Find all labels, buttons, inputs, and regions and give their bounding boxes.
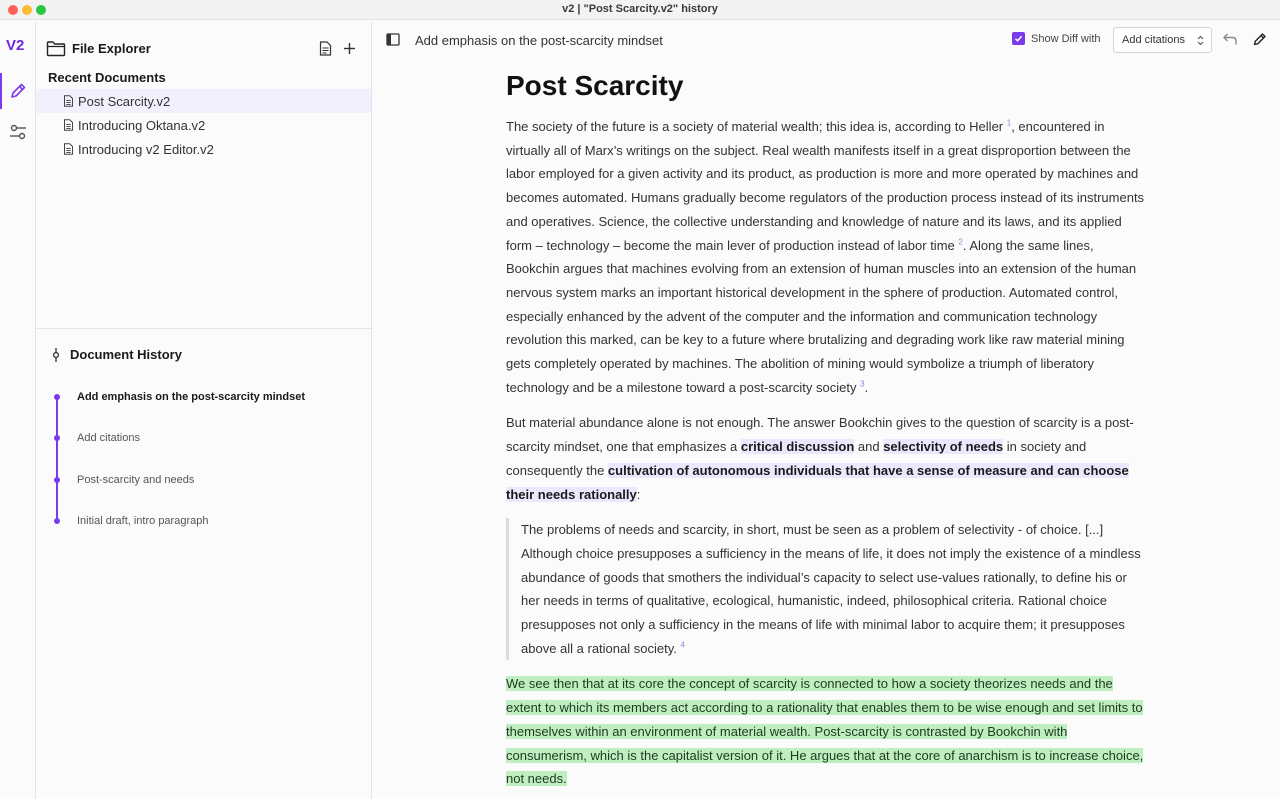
doc-item-label: Introducing v2 Editor.v2 — [78, 141, 214, 157]
diff-target-value: Add citations — [1122, 34, 1185, 46]
chevron-up-down-icon — [1197, 35, 1204, 46]
citation-3[interactable]: 3 — [860, 379, 865, 389]
recent-documents-list — [36, 89, 371, 161]
undo-button[interactable] — [1222, 31, 1238, 52]
show-diff-label: Show Diff with — [1031, 32, 1101, 45]
document-icon — [63, 143, 74, 155]
paragraph-1: The society of the future is a society of material wealth; this idea is, according to Heller $^1$, encountered in virtually all of Marx’s writings on the subject. Real wealth manifests itself in a great disproportion between the labor employed for a given activity and its product, as production is more and more operated by machines and becomes automated. Humans gradually become regulators of the production process instead of its instruments and operatives. Science, the collective understanding and knowledge of nature and its laws, and its applied form – technology – become the main lever of production instead of labor time $^2$. Along the same lines, Bookchin argues that machines evolving from an extension of human muscles into an extension of the human nervous system marks an important historical development in the sphere of production. Automated control, especially enhanced by the advent of the computer and the information and communication technology revolution this marked, can be key to a future where brutalizing and degrading work like raw material mining gets completely operated by machines. The abolition of mining would symbolize a triumph of liberatory technology and be a milestone toward a post-scarcity society $^3$. — [506, 118, 1145, 395]
folder-icon — [46, 40, 66, 57]
history-item[interactable] — [55, 470, 195, 490]
checkmark-icon — [1014, 34, 1023, 43]
file-explorer-header — [46, 38, 362, 58]
new-document-button[interactable] — [316, 39, 334, 57]
window-title: v2 | "Post Scarcity.v2" history — [562, 3, 718, 15]
document-history-title: Document History — [70, 347, 182, 362]
toggle-sidebar-button[interactable] — [386, 33, 400, 51]
sidebar-toggle-icon — [386, 33, 400, 46]
citation-2[interactable]: 2 — [958, 237, 963, 247]
show-diff-control — [1012, 32, 1101, 45]
emphasis-cultivation: cultivation of autonomous individuals that have a sense of measure and can choose their needs rationally — [506, 462, 1129, 502]
file-explorer-title: File Explorer — [72, 40, 151, 56]
timeline-line — [56, 397, 58, 521]
doc-item-label: Post Scarcity.v2 — [78, 93, 171, 109]
emphasis-selectivity-of-needs: selectivity of needs — [883, 439, 1004, 455]
pencil-icon — [1252, 31, 1268, 47]
add-button[interactable] — [340, 39, 358, 57]
added-text: We see then that at its core the concept of scarcity is connected to how a society theorizes needs and the extent to which its members act according to a rationality that enables them to be wise enough and set limits to themselves within an environment of material wealth. Post-scarcity is contrasted by Bookchin with consumerism, which is the capitalist version of it. He argues that at the core of anarchism is to increase choice, not needs. — [506, 676, 1144, 787]
document-icon — [63, 95, 74, 107]
diff-target-select[interactable] — [1113, 27, 1212, 53]
app-logo: V2 — [6, 37, 25, 54]
citation-1[interactable]: 1 — [1006, 118, 1012, 128]
timeline-dot — [54, 477, 60, 483]
timeline-dot — [54, 435, 60, 441]
pencil-icon — [8, 81, 28, 101]
title-bar — [0, 0, 1280, 20]
doc-item-post-scarcity[interactable] — [36, 89, 371, 113]
history-item[interactable] — [55, 387, 305, 407]
commit-message: Add emphasis on the post-scarcity mindset — [415, 33, 663, 48]
paragraph-2: But material abundance alone is not enough. The answer Bookchin gives to the question of scarcity is a post-scarcity mindset, one that emphasizes a critical discussion and selectivity of needs in society and consequently the cultivation of autonomous individuals that have a sense of measure and can choose their needs rationally: — [506, 415, 1134, 502]
timeline-dot — [54, 394, 60, 400]
doc-item-introducing-oktana[interactable] — [36, 113, 371, 137]
history-item-label: Add citations — [77, 432, 140, 444]
settings-activity-button[interactable] — [0, 114, 36, 150]
commit-icon — [52, 348, 60, 362]
timeline-dot — [54, 518, 60, 524]
doc-item-introducing-v2-editor[interactable] — [36, 137, 371, 161]
citation-4[interactable]: 4 — [680, 640, 685, 650]
history-item-label: Add emphasis on the post-scarcity mindset — [77, 391, 305, 403]
document-title: Post Scarcity — [506, 70, 684, 101]
editor-toolbar — [372, 21, 1280, 59]
recent-documents-title: Recent Documents — [48, 70, 166, 85]
undo-icon — [1222, 31, 1238, 47]
paragraph-3-added — [506, 672, 1146, 791]
editor-activity-button[interactable] — [0, 73, 36, 109]
history-item[interactable] — [55, 511, 209, 531]
document-content[interactable] — [506, 69, 1146, 791]
edit-button[interactable] — [1252, 31, 1268, 52]
document-history-header — [52, 347, 182, 362]
doc-item-label: Introducing Oktana.v2 — [78, 117, 206, 133]
activity-bar — [0, 21, 36, 799]
history-item-label: Initial draft, intro paragraph — [77, 515, 209, 527]
history-item[interactable] — [55, 428, 140, 448]
plus-icon — [343, 42, 356, 55]
blockquote: The problems of needs and scarcity, in short, must be seen as a problem of selectivity - of choice. [...] Although choice presupposes a sufficiency in the means of life, it does not imply the existence of a mindless abundance of goods that smothers the individual’s capacity to select use-values rationally, to define his or her needs in terms of qualitative, ecological, humanistic, indeed, philosophical criteria. Rational choice presupposes not only a sufficiency in the means of life with minimal labor to acquire them; it presupposes above all a rational society. $^4$ — [506, 518, 1146, 660]
emphasis-critical-discussion: critical discussion — [740, 439, 855, 455]
document-icon — [63, 119, 74, 131]
sidebar-divider — [36, 328, 371, 329]
history-item-label: Post-scarcity and needs — [77, 474, 195, 486]
document-icon — [319, 41, 332, 56]
show-diff-checkbox[interactable] — [1012, 32, 1025, 45]
sliders-icon — [8, 122, 28, 142]
sidebar — [36, 21, 372, 799]
